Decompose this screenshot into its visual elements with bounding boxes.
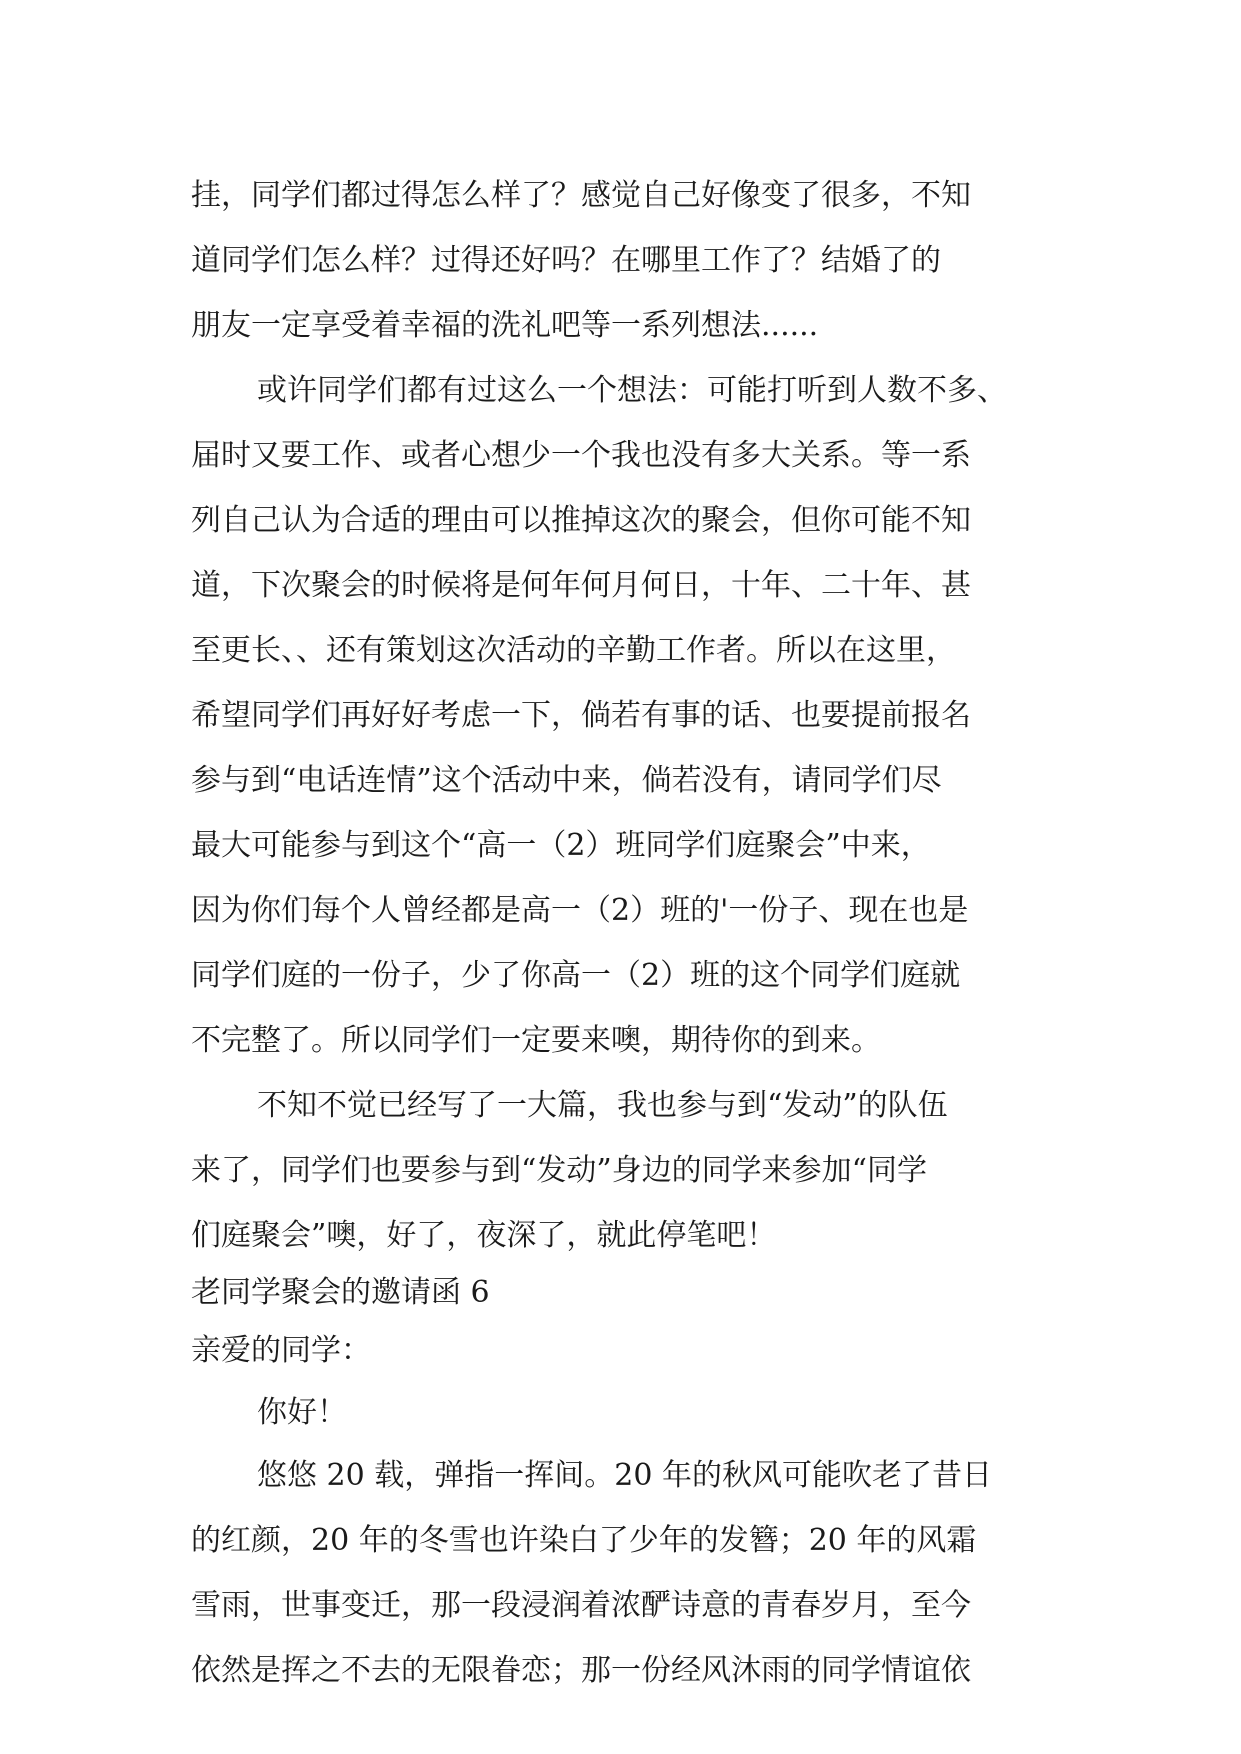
paragraph-first-line: 或许同学们都有过这么一个想法：可能打听到人数不多、 xyxy=(257,373,1007,408)
body-text-line: 挂，同学们都过得怎么样了？感觉自己好像变了很多，不知 xyxy=(191,178,971,213)
salutation: 亲爱的同学： xyxy=(191,1333,371,1368)
paragraph-first-line: 悠悠 20 载，弹指一挥间。20 年的秋风可能吹老了昔日 xyxy=(257,1458,992,1493)
section-heading: 老同学聚会的邀请函 6 xyxy=(191,1275,490,1310)
body-text-line: 不完整了。所以同学们一定要来噢，期待你的到来。 xyxy=(191,1023,881,1058)
body-text-line: 因为你们每个人曾经都是高一（2）班的'一份子、现在也是 xyxy=(191,893,969,928)
body-text-line: 道，下次聚会的时候将是何年何月何日，十年、二十年、甚 xyxy=(191,568,971,603)
body-text-line: 同学们庭的一份子，少了你高一（2）班的这个同学们庭就 xyxy=(191,958,961,993)
body-text-line: 至更长、、还有策划这次活动的辛勤工作者。所以在这里， xyxy=(191,633,956,668)
body-text-line: 道同学们怎么样？过得还好吗？在哪里工作了？结婚了的 xyxy=(191,243,941,278)
greeting: 你好！ xyxy=(257,1395,347,1430)
body-text-line: 列自己认为合适的理由可以推掉这次的聚会，但你可能不知 xyxy=(191,503,971,538)
body-text-line: 希望同学们再好好考虑一下，倘若有事的话、也要提前报名 xyxy=(191,698,971,733)
body-text-line: 朋友一定享受着幸福的洗礼吧等一系列想法...... xyxy=(191,308,819,343)
body-text-line: 最大可能参与到这个“高一（2）班同学们庭聚会”中来， xyxy=(191,828,931,863)
body-text-line: 依然是挥之不去的无限眷恋；那一份经风沐雨的同学情谊依 xyxy=(191,1653,971,1688)
body-text-line: 雪雨，世事变迁，那一段浸润着浓酽诗意的青春岁月，至今 xyxy=(191,1588,971,1623)
body-text-line: 来了，同学们也要参与到“发动”身边的同学来参加“同学 xyxy=(191,1153,928,1188)
body-text-line: 届时又要工作、或者心想少一个我也没有多大关系。等一系 xyxy=(191,438,971,473)
body-text-line: 参与到“电话连情”这个活动中来，倘若没有，请同学们尽 xyxy=(191,763,942,798)
paragraph-first-line: 不知不觉已经写了一大篇，我也参与到“发动”的队伍 xyxy=(257,1088,948,1123)
body-text-line: 们庭聚会”噢，好了，夜深了，就此停笔吧！ xyxy=(191,1218,777,1253)
body-text-line: 的红颜，20 年的冬雪也许染白了少年的发簪；20 年的风霜 xyxy=(191,1523,977,1558)
